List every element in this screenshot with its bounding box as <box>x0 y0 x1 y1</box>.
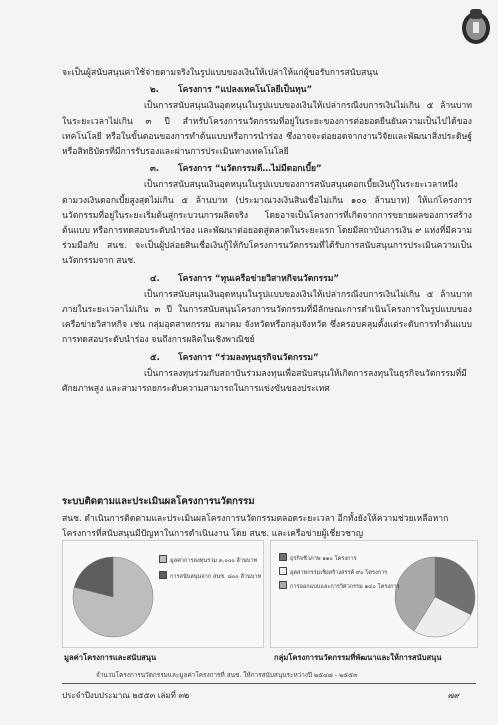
page-number: ๗๙ <box>448 691 460 700</box>
project-heading-4: ๔. โครงการ “ทุนเครือข่ายวิสาหกิจนวัตกรรม” <box>150 273 340 284</box>
intro-line: จะเป็นผู้สนับสนุนค่าใช้จ่ายตามจริงในรูปแบบของเงินให้เปล่าให้แก่ผู้ขอรับการสนับสนุน <box>62 68 379 78</box>
section-text: สนช. ดำเนินการติดตามและประเมินผลโครงการนวัตกรรมตลอดระยะเวลา อีกทั้งยังให้ความช่วยเหลือหากโครงการที่สนับสนุนมีปัญหาในการดำเนินงาน โดย สนช. และเครือข่ายผู้เชี่ยวชาญ <box>62 514 449 540</box>
project-paragraph-2: เป็นการสนับสนุนเงินอุดหนุนในรูปแบบของเงินให้เปล่ากรณีงบการเงินไม่เกิน ๕ ล้านบาท ในระยะเวลาไม่เกิน ๓ ปี สำหรับโครงการนวัตกรรมที่อยู่ในระยะของการต่อยอดยืนยันความเป็นไปได้ของเทคโนโลยี หรือในขั้นตอนของการทำต้นแบบหรือการนำร่อง ซึ่งอาจจะต่อยอดจากงานวิจัยและพัฒนาสิ่งประดิษฐ์ หรือสิทธิบัตรที่มีการรับรองและผ่านการประเมินทางเทคโนโลยี <box>62 101 472 158</box>
left-chart-box <box>62 540 264 648</box>
footer-left: ประจำปีงบประมาณ ๒๕๕๓ เล่มที่ ๓๒ <box>62 691 190 700</box>
project-paragraph-3: เป็นการสนับสนุนเงินอุดหนุนในรูปแบบของการสนับสนุนดอกเบี้ยเงินกู้ในระยะเวลาหนึ่งตามวงเงินดอกเบี้ยสูงสุดไม่เกิน ๕ ล้านบาท (ประมาณวงเงินสินเชื่อไม่เกิน ๑๐๐ ล้านบาท) ให้แก่โครงการนวัตกรรมที่อยู่ในระยะเริ่มต้นสู่กระบวนการผลิตจริง โดยอาจเป็นโครงการที่เกิดจากการขยายผลของการสร้างต้นแบบ หรือการทดสอบระดับนำร่อง และพัฒนาต่อยอดสู่ตลาดในระยะแรก โดยมีสถาบันการเงิน ๙ แห่งที่มีความร่วมมือกับ สนช. จะเป็นผู้ปล่อยสินเชื่อเงินกู้ให้กับโครงการนวัตกรรมที่ได้รับการสนับสนุนการประเมินความเป็นนวัตกรรมจาก สนช. <box>62 180 472 267</box>
left-chart-caption: มูลค่าโครงการและสนับสนุน <box>64 653 157 662</box>
right-legend-1: ธุรกิจชีวภาพ ๑๑๐ โครงการ <box>279 553 357 563</box>
emblem-icon <box>460 6 492 46</box>
project-heading-3: ๓. โครงการ “นวัตกรรมดี…ไม่มีดอกเบี้ย” <box>150 164 322 175</box>
left-legend-1: มูลค่าการลงทุนรวม ๓,๐๐๐ ล้านบาท <box>159 555 257 565</box>
figure-note: จำนวนโครงการนวัตกรรมและมูลค่าโครงการที่ สนช. ให้การสนับสนุนระหว่างปี ๒๕๔๗ - ๒๕๕๓ <box>96 671 358 679</box>
legend-swatch <box>279 567 287 575</box>
legend-swatch <box>159 571 167 579</box>
project-heading-5: ๕. โครงการ “ร่วมลงทุนธุรกิจนวัตกรรม” <box>150 352 319 363</box>
legend-swatch <box>279 553 287 561</box>
footer-rule <box>62 683 476 684</box>
section-title: ระบบติดตามและประเมินผลโครงการนวัตกรรม <box>62 496 255 507</box>
project-paragraph-5: เป็นการลงทุนร่วมกับสถาบันร่วมลงทุนเพื่อสนับสนุนให้เกิดการลงทุนในธุรกิจนวัตกรรมที่มีศักยภาพสูง และสามารถยกระดับความสามารถในการแข่งขันของประเทศ <box>62 368 467 395</box>
charts-area <box>62 540 476 662</box>
right-legend-2: อุตสาหกรรมเชิงสร้างสรรค์ ๙๐ โครงการ <box>279 567 387 577</box>
project-heading-2: ๒. โครงการ “แปลงเทคโนโลยีเป็นทุน” <box>150 85 313 96</box>
project-paragraph-4: เป็นการสนับสนุนเงินอุดหนุนในรูปแบบของเงินให้เปล่ากรณีงบการเงินไม่เกิน ๕ ล้านบาท ภายในระยะเวลาไม่เกิน ๓ ปี ในการสนับสนุนโครงการนวัตกรรมที่มีลักษณะการดำเนินโครงการในรูปแบบของเครือข่ายวิสาหกิจ เช่น กลุ่มอุตสาหกรรม สมาคม จังหวัดหรือกลุ่มจังหวัด ซึ่งครอบคลุมตั้งแต่ระดับการทำต้นแบบ การทดสอบระดับนำร่อง จนถึงการผลิตในเชิงพาณิชย์ <box>62 289 472 346</box>
right-chart-caption: กลุ่มโครงการนวัตกรรมที่พัฒนาและให้การสนับสนุน <box>274 653 442 662</box>
left-legend-2: การสนับสนุนจาก สนช. ๘๐๐ ล้านบาท <box>159 571 261 581</box>
legend-swatch <box>279 581 287 589</box>
main-body <box>62 66 472 397</box>
legend-swatch <box>159 555 167 563</box>
right-chart-box <box>270 540 478 648</box>
right-legend-3: การออกแบบและการวิศวกรรม ๑๔๐ โครงการ <box>279 581 400 591</box>
